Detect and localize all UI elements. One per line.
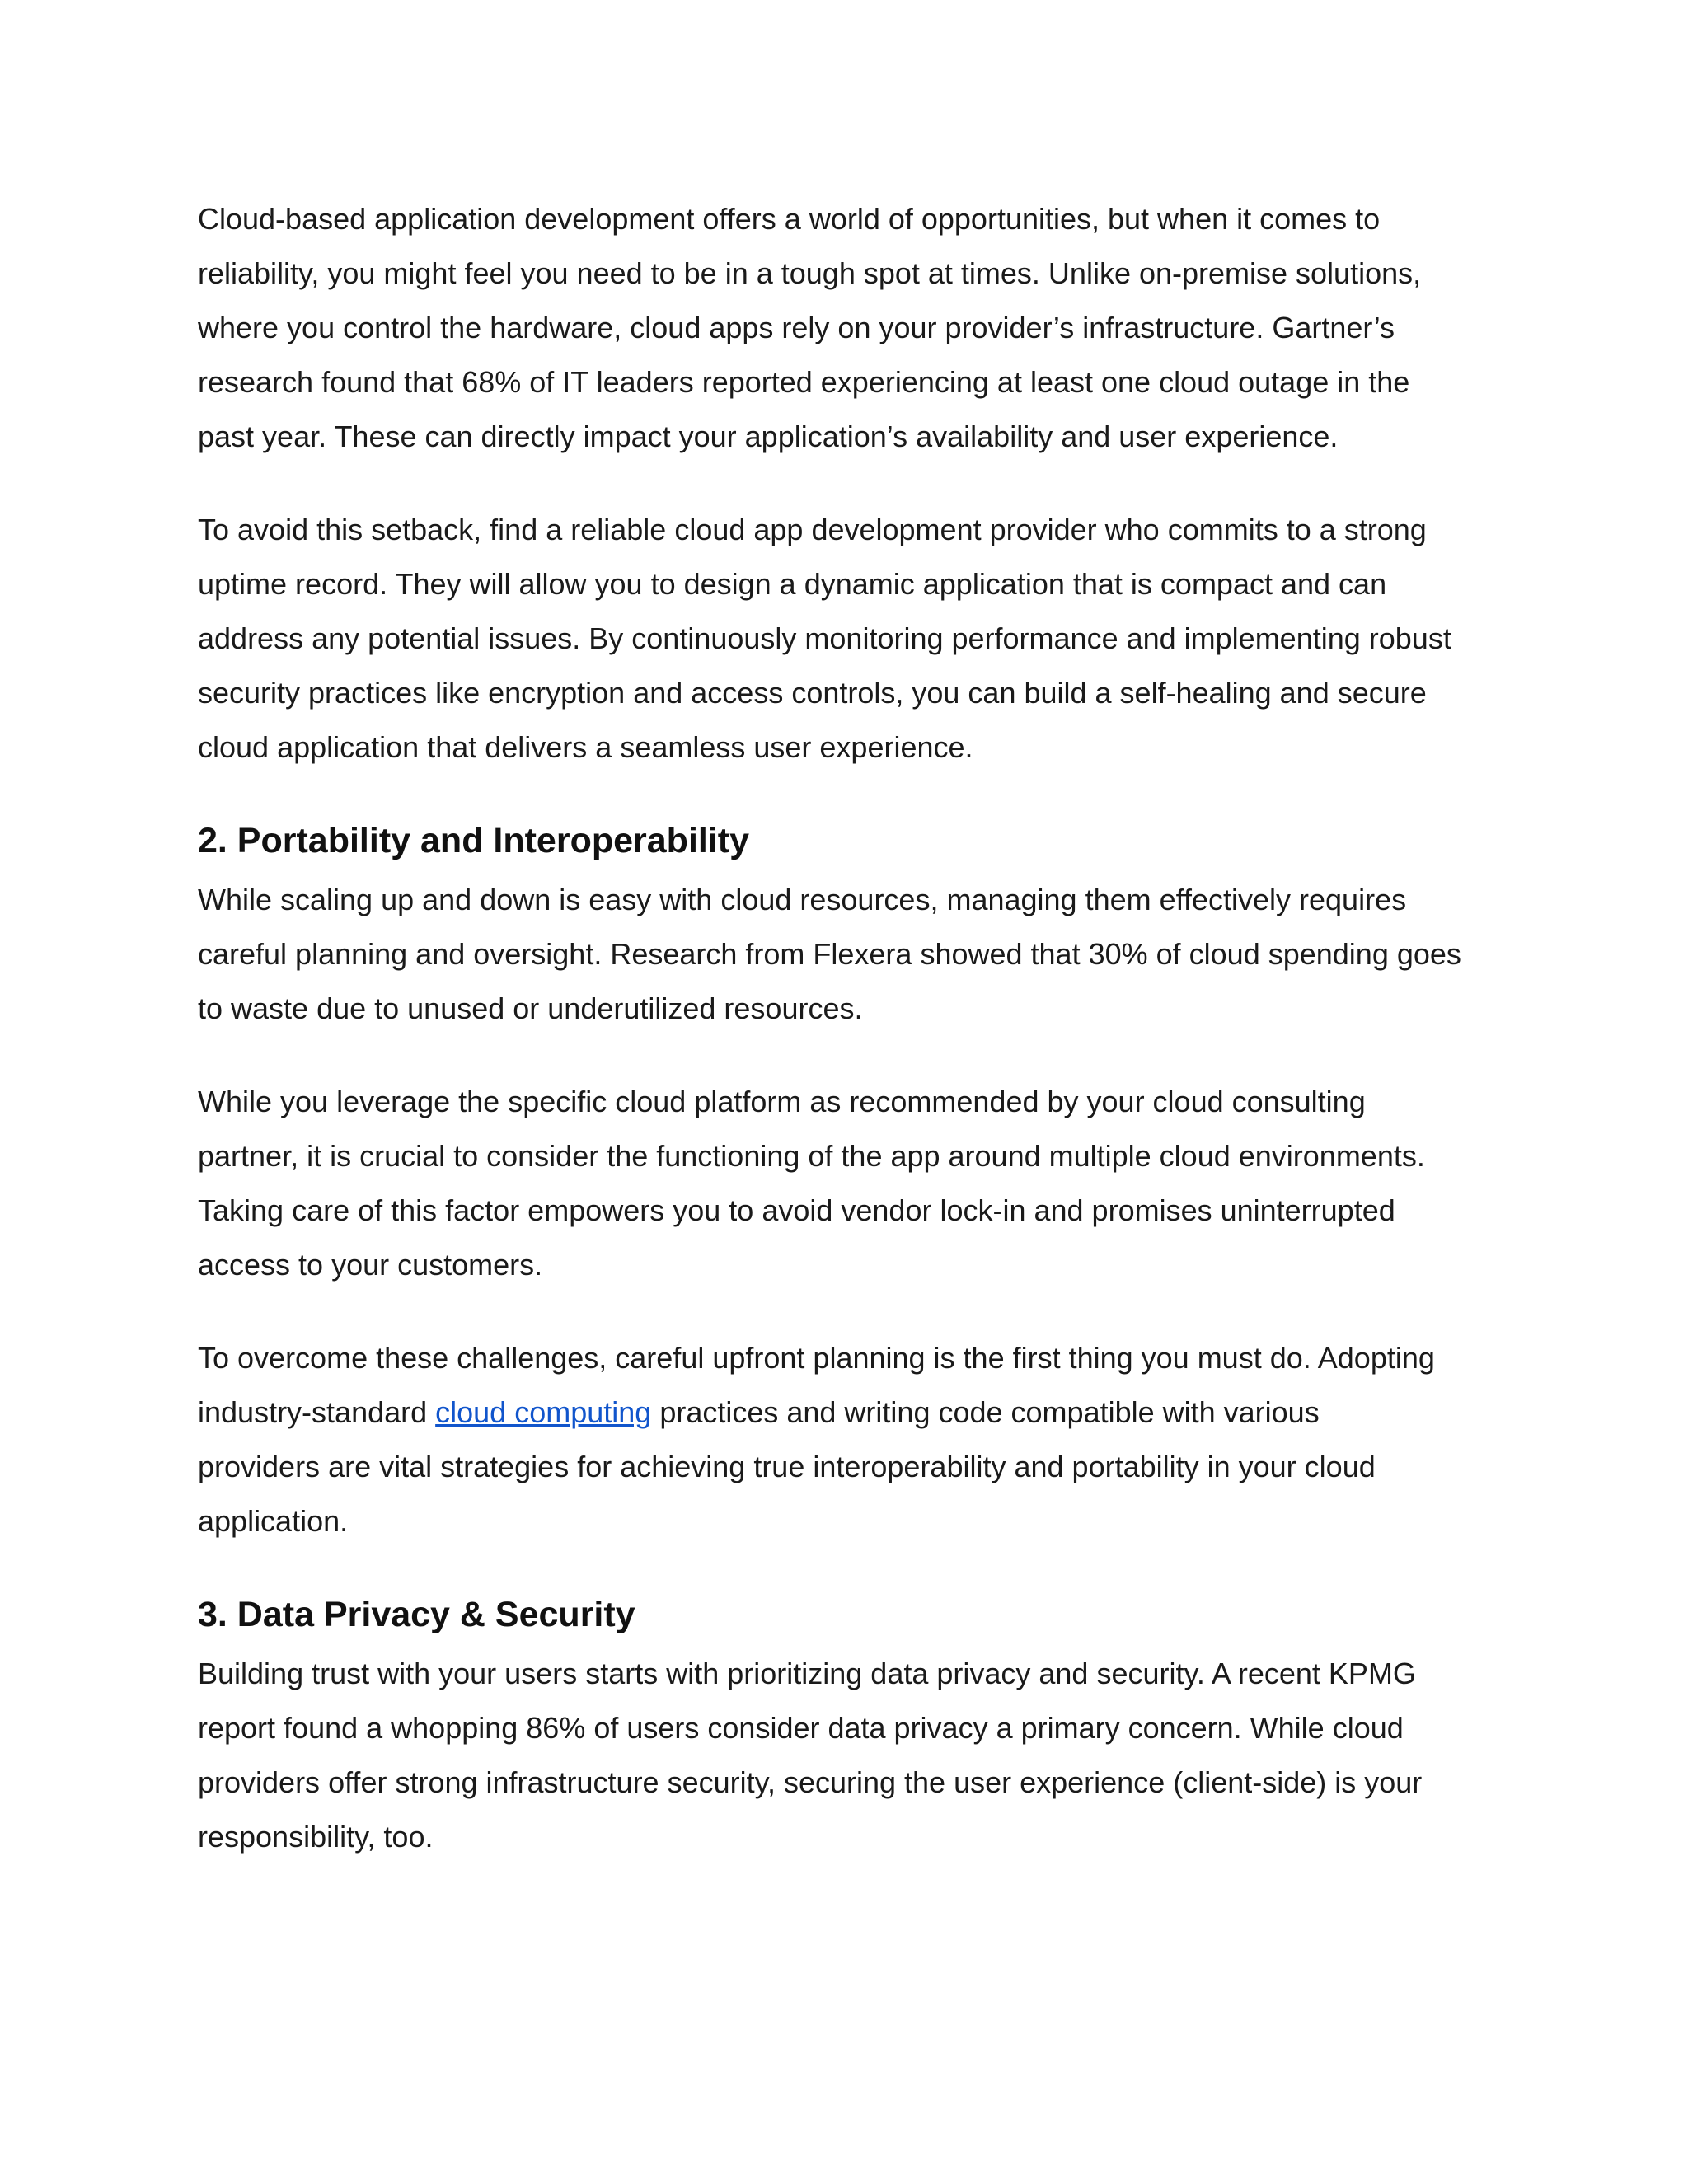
text-line: partner, it is crucial to consider the functioning of the app around multiple cloud environments. — [198, 1139, 1425, 1173]
text-line: address any potential issues. By continuously monitoring performance and implementing robust — [198, 621, 1451, 655]
text-line: To avoid this setback, find a reliable cloud app development provider who commits to a strong — [198, 513, 1427, 546]
cloud-computing-link[interactable]: cloud computing — [435, 1395, 652, 1429]
text-line: research found that 68% of IT leaders reported experiencing at least one cloud outage in the — [198, 365, 1410, 399]
text-line: access to your customers. — [198, 1248, 543, 1282]
text-line: To overcome these challenges, careful upfront planning is the first thing you must do. Adopting — [198, 1341, 1435, 1375]
text-line: providers offer strong infrastructure security, securing the user experience (client-side) is your — [198, 1765, 1423, 1799]
text-line: Cloud-based application development offers a world of opportunities, but when it comes to — [198, 202, 1381, 236]
paragraph-building-trust — [198, 1647, 1508, 1864]
text-line: uptime record. They will allow you to design a dynamic application that is compact and can — [198, 567, 1387, 601]
text-fragment: industry-standard — [198, 1395, 436, 1429]
text-line: reliability, you might feel you need to be in a tough spot at times. Unlike on-premise solutions, — [198, 256, 1422, 290]
text-line: While scaling up and down is easy with cloud resources, managing them effectively requires — [198, 883, 1407, 916]
text-fragment: practices and writing code compatible with various — [651, 1395, 1320, 1429]
section-heading-portability: 2. Portability and Interoperability — [198, 821, 750, 860]
text-line: cloud application that delivers a seamless user experience. — [198, 730, 973, 764]
document-page — [198, 192, 1508, 1903]
text-line: security practices like encryption and access controls, you can build a self-healing and secure — [198, 676, 1427, 710]
text-line: Building trust with your users starts with prioritizing data privacy and security. A recent KPMG — [198, 1657, 1416, 1690]
text-line: careful planning and oversight. Research from Flexera showed that 30% of cloud spending goes — [198, 937, 1461, 971]
paragraph-multi-cloud — [198, 1075, 1508, 1292]
text-line: past year. These can directly impact your application’s availability and user experience. — [198, 419, 1339, 453]
text-line: While you leverage the specific cloud platform as recommended by your cloud consulting — [198, 1085, 1366, 1118]
text-line: report found a whopping 86% of users consider data privacy a primary concern. While cloud — [198, 1711, 1404, 1745]
text-line: responsibility, too. — [198, 1820, 434, 1854]
text-line: where you control the hardware, cloud apps rely on your provider’s infrastructure. Gartner’s — [198, 311, 1395, 344]
text-line: application. — [198, 1504, 349, 1538]
text-line: providers are vital strategies for achieving true interoperability and portability in your cloud — [198, 1450, 1376, 1483]
paragraph-overcome-challenges — [198, 1331, 1508, 1549]
text-line: Taking care of this factor empowers you to avoid vendor lock-in and promises uninterrupted — [198, 1193, 1395, 1227]
paragraph-cloud-reliability — [198, 192, 1508, 464]
text-line-with-link — [198, 1385, 1508, 1440]
section-heading-data-privacy: 3. Data Privacy & Security — [198, 1595, 635, 1634]
paragraph-avoid-setback — [198, 503, 1508, 775]
text-line: to waste due to unused or underutilized resources. — [198, 991, 863, 1025]
paragraph-scaling — [198, 873, 1508, 1036]
